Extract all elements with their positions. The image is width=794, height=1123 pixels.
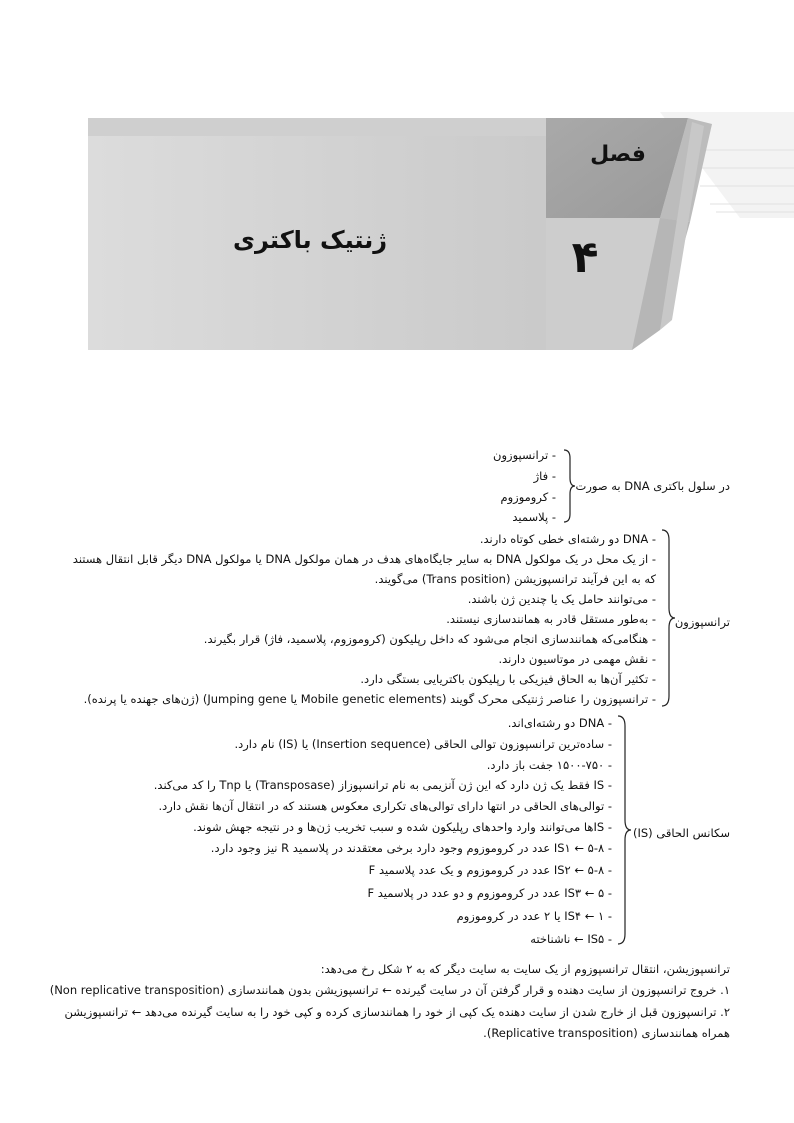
section2-line: - هنگامی‌که همانندسازی انجام می‌شود که داخل رپلیکون (کروموزوم، پلاسمید، فاژ) قرار بگیرند. bbox=[203, 632, 656, 646]
section3-line: - IS۲ ← ۵-۸ عدد در کروموزوم و یک عدد پلاسمید F bbox=[368, 863, 612, 877]
section2-brace bbox=[660, 528, 676, 708]
section3-line: - توالی‌های الحاقی در انتها دارای توالی‌های تکراری معکوس هستند که در انتقال آن‌ها نقش دارد. bbox=[158, 799, 612, 813]
section2-line: - می‌توانند حامل یک یا چندین ژن باشند. bbox=[467, 592, 656, 606]
chapter-title: ژنتیک باکتری bbox=[232, 226, 388, 254]
footer-line: همراه همانندسازی (Replicative transposition). bbox=[483, 1026, 730, 1040]
section1-item: - فاژ bbox=[533, 469, 556, 483]
section3-line: - IS فقط یک ژن دارد که این ژن آنزیمی به نام ترانسپوزاز (Transposase) یا Tnp را کد می‌کند. bbox=[153, 778, 612, 792]
section1-brace bbox=[562, 448, 576, 524]
section2-line: - نقش مهمی در موتاسیون دارند. bbox=[498, 652, 656, 666]
section3-line: - IS۱ ← ۵-۸ عدد در کروموزوم وجود دارد برخی معتقدند در پلاسمید R نیز وجود دارد. bbox=[210, 841, 612, 855]
section3-line: - IS۳ ← ۵ عدد در کروموزوم و دو عدد در پلاسمید F bbox=[367, 886, 612, 900]
section2-line: - از یک محل در یک مولکول DNA به سایر جایگاه‌های هدف در همان مولکول DNA یا مولکول DNA دیگر قابل انتقال هستند bbox=[72, 552, 656, 566]
section2-line: - تکثیر آن‌ها به الحاق فیزیکی با رپلیکون باکتریایی بستگی دارد. bbox=[360, 672, 656, 686]
section2-line: که به این فرآیند ترانسپوزیشن (Trans position) می‌گویند. bbox=[374, 572, 656, 586]
section3-line: - IS۴ ← ۱ یا ۲ عدد در کروموزوم bbox=[456, 909, 612, 923]
section1-item: - کروموزوم bbox=[500, 490, 556, 504]
section1-item: - پلاسمید bbox=[512, 510, 556, 524]
footer-line: ترانسپوزیشن، انتقال ترانسپوزوم از یک سایت به سایت دیگر که به ۲ شکل رخ می‌دهد: bbox=[320, 962, 730, 976]
section2-line: - ترانسپوزون را عناصر ژنتیکی محرک گویند (Mobile genetic elements یا Jumping gene) (ژن‌های جهنده یا پرنده). bbox=[83, 692, 656, 706]
footer-line: ۲. ترانسپوزون قبل از خارج شدن از سایت دهنده یک کپی از خود را همانندسازی کرده و کپی خود را به سایت گیرنده می‌دهد ← ترانسپوزیشن bbox=[64, 1005, 730, 1019]
section2-label: ترانسپوزون bbox=[674, 615, 730, 629]
section3-brace bbox=[616, 714, 632, 946]
chapter-word: فصل bbox=[590, 142, 646, 167]
section1-item: - ترانسپوزون bbox=[493, 448, 556, 462]
section3-line: - IS۵ ← ناشناخته bbox=[530, 932, 612, 946]
section2-line: - DNA دو رشته‌ای خطی کوتاه دارند. bbox=[479, 532, 656, 546]
footer-line: ۱. خروج ترانسپوزون از سایت دهنده و قرار گرفتن آن در سایت گیرنده ← ترانسپوزیشن بدون همانندسازی (Non replicative transposition) bbox=[49, 983, 730, 997]
section3-line: - DNA دو رشته‌ای‌اند. bbox=[507, 716, 612, 730]
section3-label: سکانس الحاقی (IS) bbox=[632, 826, 730, 840]
chapter-number: ۴ bbox=[571, 232, 599, 283]
section2-line: - به‌طور مستقل قادر به همانندسازی نیستند. bbox=[446, 612, 656, 626]
section3-line: - ۱۵۰۰-۷۵۰ جفت باز دارد. bbox=[486, 758, 612, 772]
section1-label: در سلول باکتری DNA به صورت bbox=[575, 479, 730, 493]
section3-line: - ساده‌ترین ترانسپوزون توالی الحاقی (Insertion sequence) یا (IS) نام دارد. bbox=[234, 737, 612, 751]
banner-graphic bbox=[0, 0, 794, 360]
chapter-banner bbox=[0, 0, 794, 360]
section3-line: - ISها می‌توانند وارد واحدهای رپلیکون شده و سبب تخریب ژن‌ها و در نتیجه جهش شوند. bbox=[193, 820, 612, 834]
